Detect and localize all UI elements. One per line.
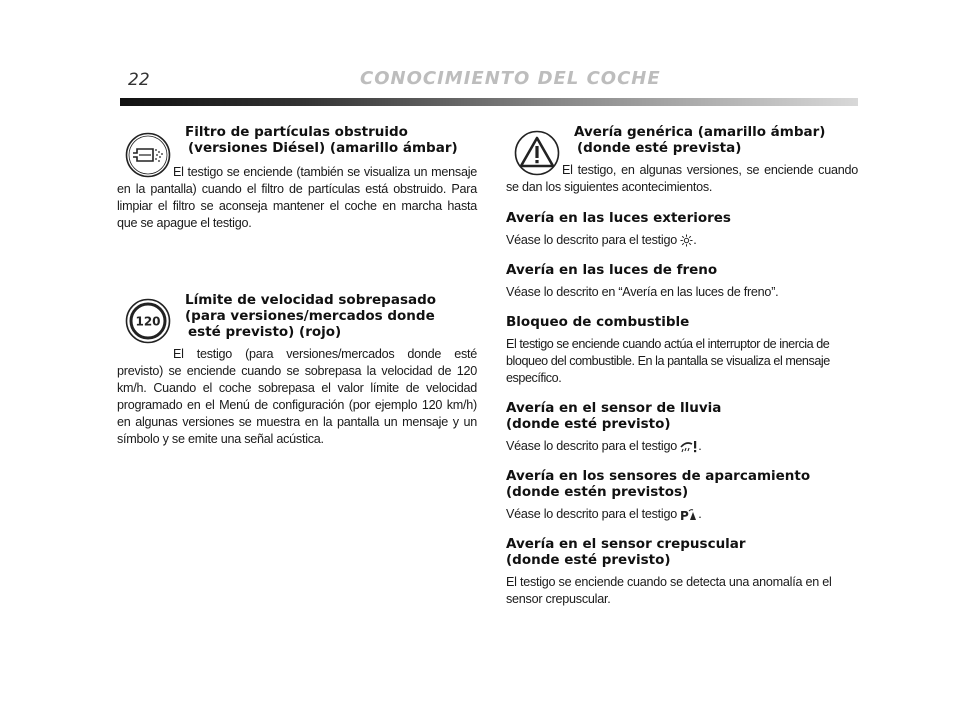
section-exterior-lights [506,210,858,249]
page-number: 22 [128,70,150,90]
section-text-main: Véase lo descrito para el testigo [506,233,677,247]
speed-limit-120-icon [125,298,171,344]
rain-sensor-icon [680,440,698,453]
warning-particulate-filter [117,124,477,232]
section-title: Avería en las luces exteriores [506,210,731,226]
generic-title-line1: Avería genérica (amarillo ámbar) [574,124,826,140]
section-rain-sensor [506,400,858,455]
speed-warning-text: El testigo (para versiones/mercados donde esté previsto) se enciende cuando se sobrepasa la velocidad de 120 km/h. Cuando el coche sobrepasa el valor límite de velocidad programado en el Menú de configuración (por ejemplo 120 km/h) en algunas versiones se muestra en la pantalla un mensaje y un símbolo y se emite una señal acústica. [117,347,477,446]
parking-sensor-icon [680,508,698,521]
section-fuel-cutoff [506,314,858,387]
header-rule [120,98,858,106]
section-text-suffix: . [693,233,697,247]
speed-title-line2: (para versiones/mercados donde [185,308,435,324]
left-column [117,124,477,464]
diesel-particulate-filter-icon [125,132,171,178]
speed-title-line1: Límite de velocidad sobrepasado [185,292,437,308]
section-parking-sensors [506,468,858,523]
svg-text:P: P [680,509,689,522]
section-title-sub: (donde esté previsto) [506,416,671,432]
warning-speed-limit [117,292,477,448]
speed-icon-label: 120 [135,314,161,329]
section-text: Véase lo descrito en “Avería en las luces de freno”. [506,285,779,299]
section-text [506,438,858,455]
exterior-lights-icon [680,234,693,247]
generic-warning-title [574,124,858,156]
warning-triangle-icon [514,130,560,176]
section-title: Avería en las luces de freno [506,262,718,278]
filter-title-line1: Filtro de partículas obstruido [185,124,408,140]
section-twilight-sensor [506,536,858,608]
section-title: Avería en el sensor crepuscular [506,536,746,552]
section-text: El testigo se enciende cuando actúa el interruptor de inercia de bloqueo del combustible. En la pantalla se visualiza el mensaje específico. [506,337,830,385]
section-text-main: Véase lo descrito para el testigo [506,439,677,453]
filter-warning-title [185,124,477,156]
section-text-main: Véase lo descrito para el testigo [506,507,677,521]
section-text-suffix: . [698,439,702,453]
filter-title-line2: (versiones Diésel) (amarillo ámbar) [188,140,458,156]
generic-title-line2: (donde esté prevista) [577,140,742,156]
speed-title-line3: esté previsto) (rojo) [188,324,342,340]
section-text [506,506,858,523]
section-title: Bloqueo de combustible [506,314,690,330]
section-brake-lights [506,262,858,301]
section-text: El testigo se enciende cuando se detecta una anomalía en el sensor crepuscular. [506,575,832,606]
section-text-suffix: . [698,507,702,521]
section-title: Avería en el sensor de lluvia [506,400,722,416]
section-title-sub: (donde esté previsto) [506,552,671,568]
running-title: CONOCIMIENTO DEL COCHE [360,68,661,89]
section-title-sub: (donde estén previstos) [506,484,689,500]
speed-warning-title [185,292,477,340]
filter-warning-text: El testigo se enciende (también se visualiza un mensaje en la pantalla) cuando el filtro de partículas está obstruido. Para limpiar el filtro se aconseja mantener el coche en marcha hasta que se apague el testigo. [117,165,477,230]
right-column [506,124,858,621]
section-text [506,232,858,249]
generic-warning-text: El testigo, en algunas versiones, se enciende cuando se dan los siguientes acontecimientos. [506,163,858,194]
section-title: Avería en los sensores de aparcamiento [506,468,811,484]
warning-generic-fault [506,124,858,196]
